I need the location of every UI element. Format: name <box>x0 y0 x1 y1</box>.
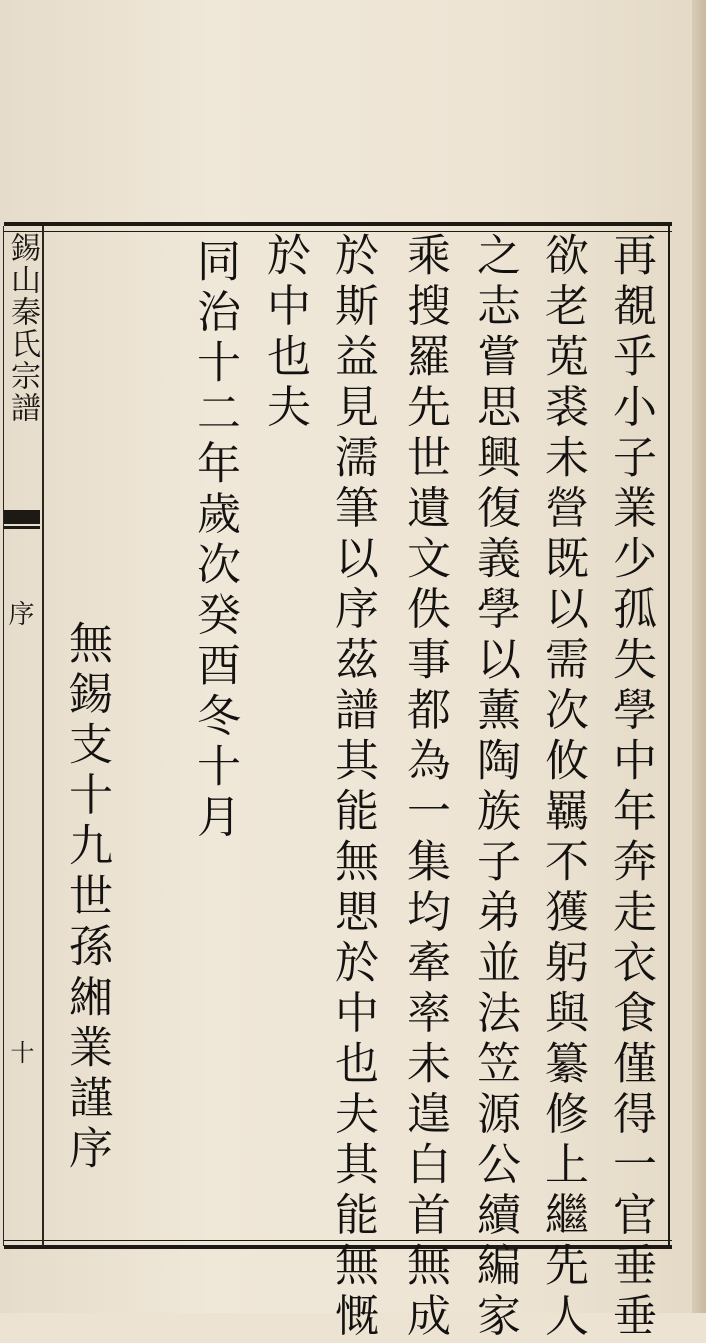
text-column-1: 再覩乎小子業少孤失學中年奔走衣食僅得一官垂垂 <box>605 232 656 1343</box>
text-column-3: 之志嘗思興復義學以薰陶族子弟並法笠源公續編家 <box>469 232 520 1343</box>
signature-line: 無錫支十九世孫緗業謹序 <box>61 620 112 1176</box>
section-label: 序 <box>4 600 34 626</box>
text-column-2: 欲老莵裘未營既以需次攸羈不獲躬與纂修上繼先人 <box>537 232 588 1343</box>
fishtail-mark-line <box>4 526 40 529</box>
top-border-thick <box>4 222 672 226</box>
text-column-5: 於斯益見濡筆以序茲譜其能無愳於中也夫其能無慨 <box>327 232 378 1343</box>
margin-line <box>3 226 4 1246</box>
text-column-4: 乘搜羅先世遺文佚事都為一集均牽率未遑白首無成 <box>399 232 450 1343</box>
fishtail-mark <box>4 510 40 524</box>
right-border <box>668 222 670 1249</box>
text-column-6: 於中也夫 <box>259 232 310 434</box>
date-line: 同治十二年歲次癸酉冬十月 <box>189 238 240 844</box>
page-number: 十 <box>6 1040 34 1064</box>
book-title: 錫山秦氏宗譜 <box>5 232 40 424</box>
page-edge <box>692 0 706 1313</box>
